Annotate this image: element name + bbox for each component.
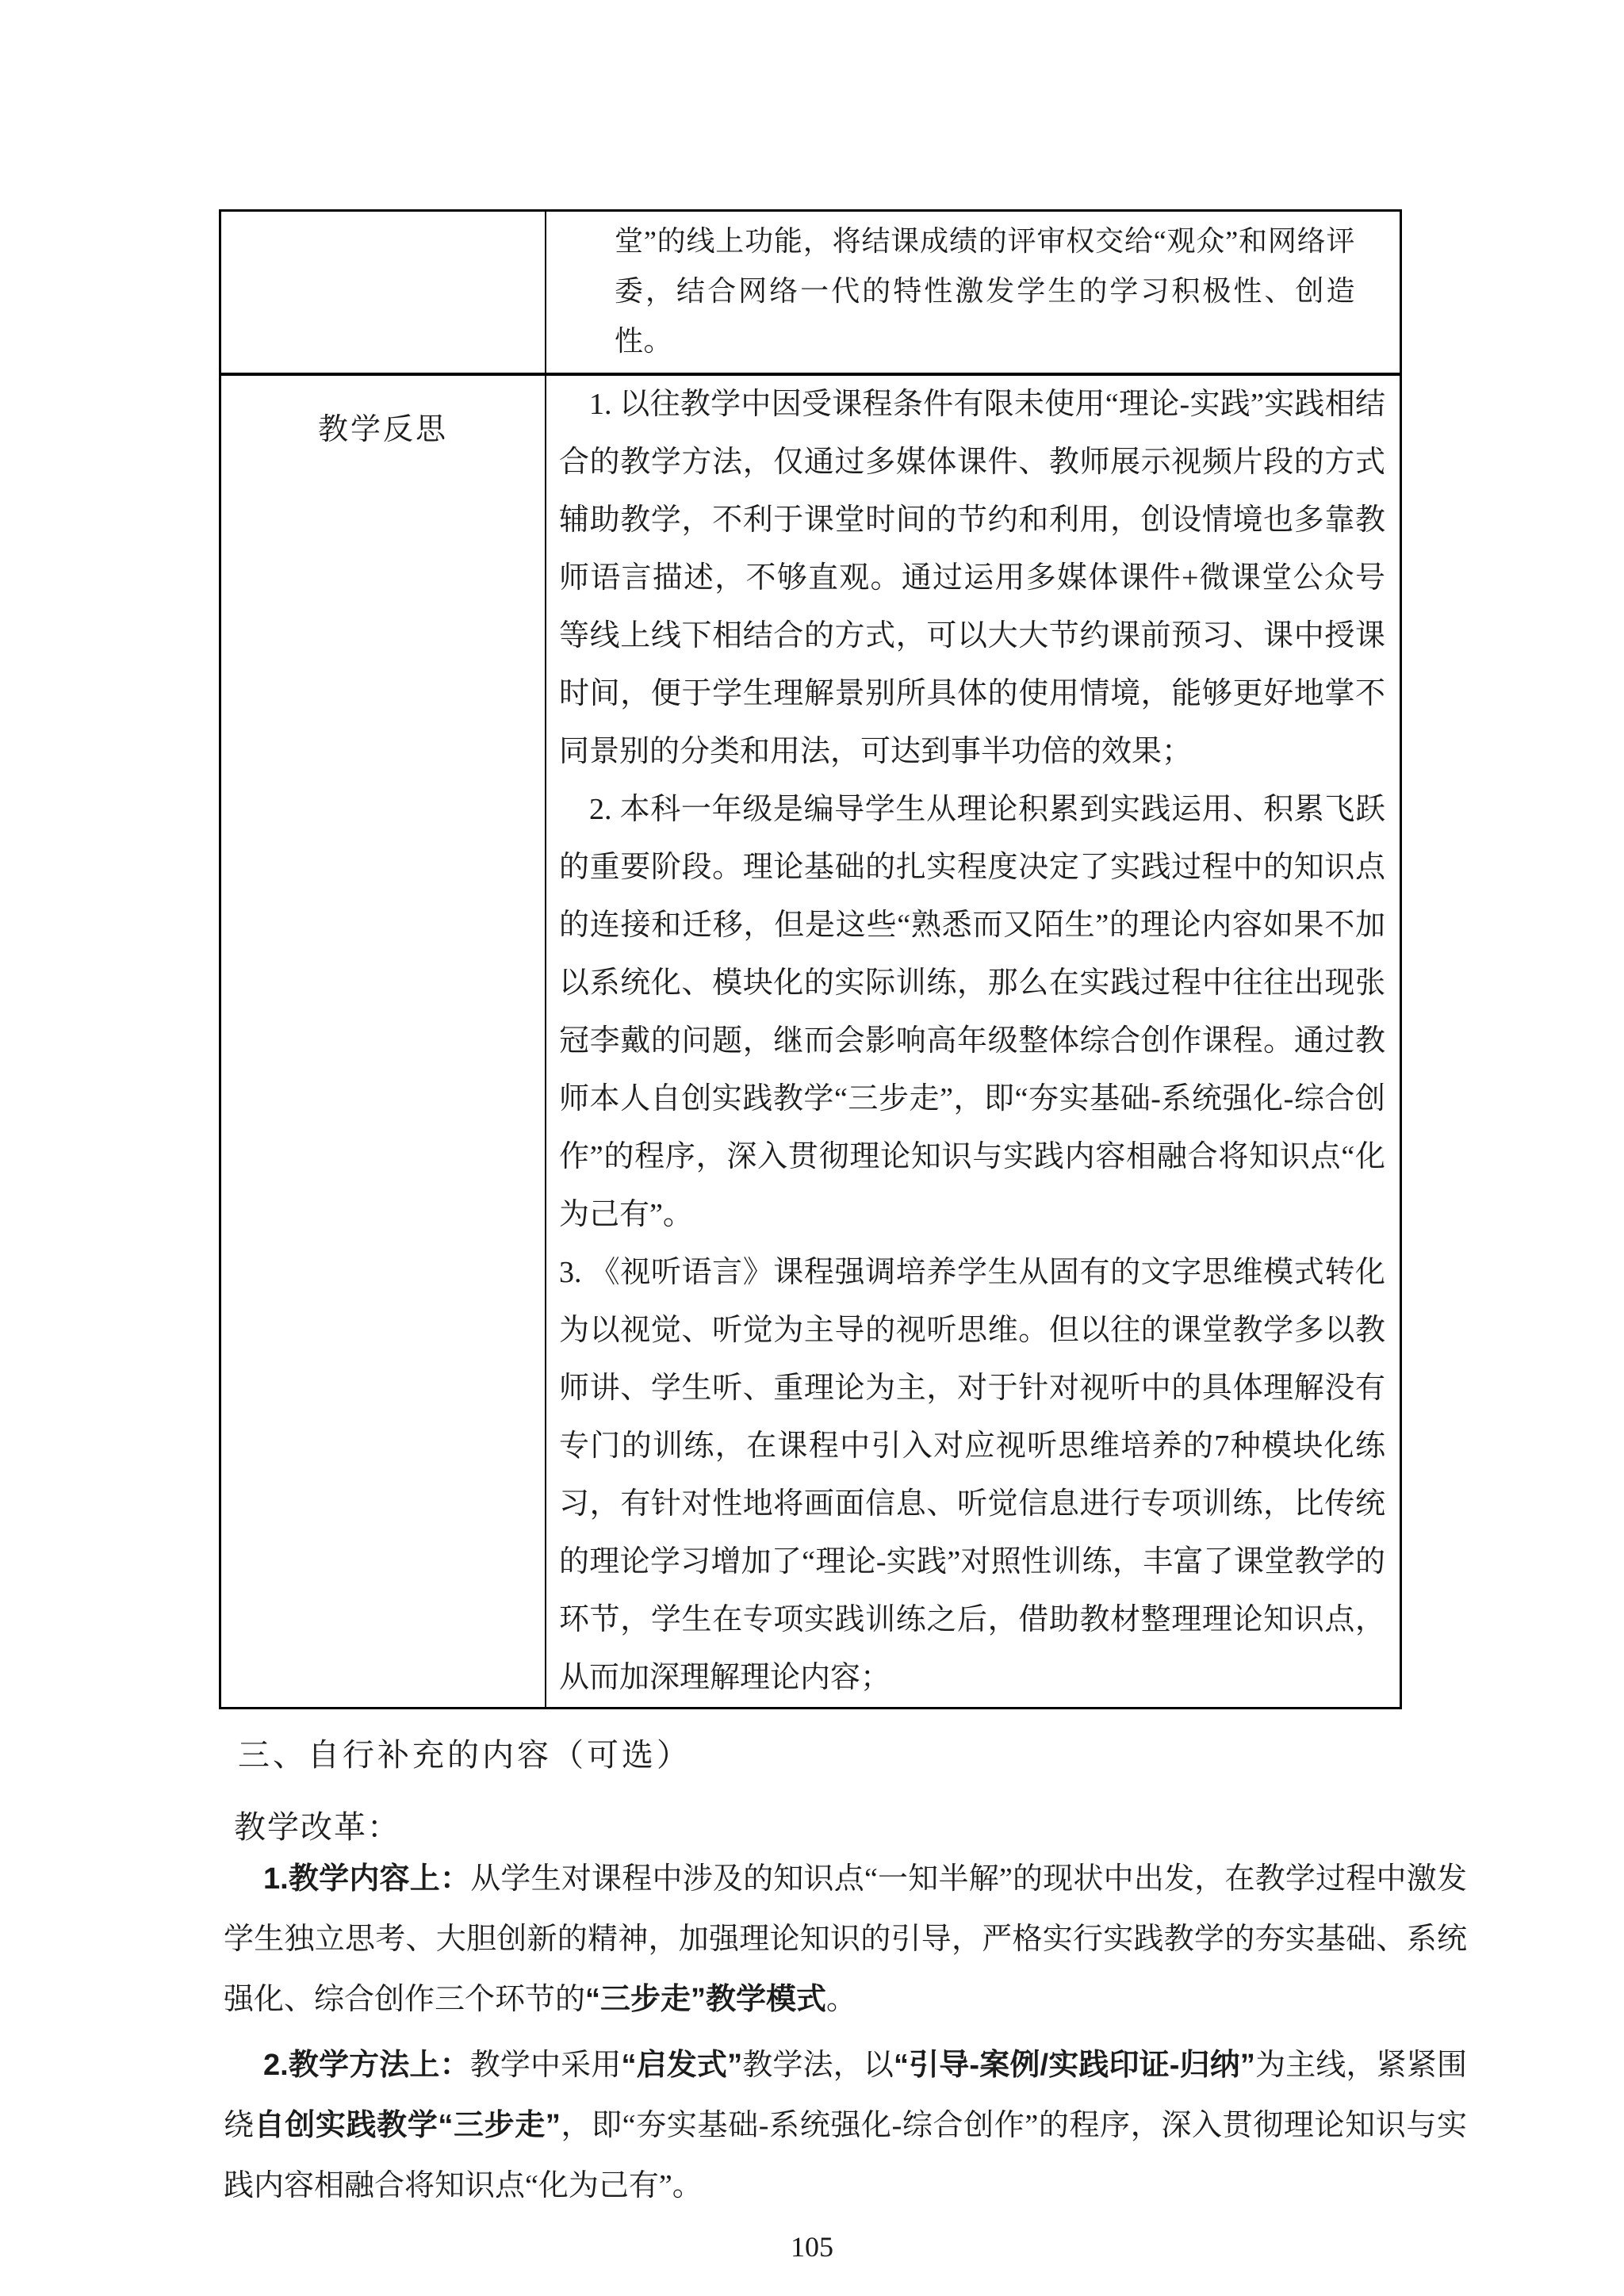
- lesson-plan-table: [219, 209, 1402, 1709]
- reflection-row-label: 教学反思: [317, 413, 448, 446]
- carryover-paragraph: 堂”的线上功能，将结课成绩的评审权交给“观众”和网络评委，结合网络一代的特性激发学生的学习积极性、创造性。: [615, 225, 1355, 357]
- table-reflection-row: [221, 376, 1400, 1707]
- reflection-label-cell: [221, 376, 546, 1707]
- page-number: 105: [791, 2231, 833, 2263]
- teaching-content-paragraph: 1.教学内容上：从学生对课程中涉及的知识点“一知半解”的现状中出发，在教学过程中激发学生独立思考、大胆创新的精神，加强理论知识的引导，严格实行实践教学的夯实基础、系统强化、综合创作三个环节的“三步走”教学模式。: [224, 1862, 1467, 2016]
- reflection-paragraph-1: 1. 以往教学中因受课程条件有限未使用“理论-实践”实践相结合的教学方法，仅通过多媒体课件、教师展示视频片段的方式辅助教学，不利于课堂时间的节约和利用，创设情境也多靠教师语言描述，不够直观。通过运用多媒体课件+微课堂公众号等线上线下相结合的方式，可以大大节约课前预习、课中授课时间，便于学生理解景别所具体的使用情境，能够更好地掌不同景别的分类和用法，可达到事半功倍的效果；: [559, 388, 1385, 768]
- reflection-content-cell: [546, 376, 1400, 1707]
- reflection-paragraph-2: 2. 本科一年级是编导学生从理论积累到实践运用、积累飞跃的重要阶段。理论基础的扎实程度决定了实践过程中的知识点的连接和迁移，但是这些“熟悉而又陌生”的理论内容如果不加以系统化、模块化的实际训练，那么在实践过程中往往出现张冠李戴的问题，继而会影响高年级整体综合创作课程。通过教师本人自创实践教学“三步走”，即“夯实基础-系统强化-综合创作”的程序，深入贯彻理论知识与实践内容相融合将知识点“化为己有”。: [559, 793, 1385, 1231]
- reflection-paragraph-3: 3. 《视听语言》课程强调培养学生从固有的文字思维模式转化为以视觉、听觉为主导的视听思维。但以往的课堂教学多以教师讲、学生听、重理论为主，对于针对视听中的具体理解没有专门的训练，在课程中引入对应视听思维培养的7种模块化练习，有针对性地将画面信息、听觉信息进行专项训练，比传统的理论学习增加了“理论-实践”对照性训练，丰富了课堂教学的环节，学生在专项实践训练之后，借助教材整理理论知识点，从而加深理解理论内容；: [559, 1256, 1385, 1694]
- teaching-method-paragraph: 2.教学方法上：教学中采用“启发式”教学法，以“引导-案例/实践印证-归纳”为主线，紧紧围绕自创实践教学“三步走”，即“夯实基础-系统强化-综合创作”的程序，深入贯彻理论知识与实践内容相融合将知识点“化为己有”。: [224, 2049, 1467, 2202]
- carryover-content-cell: [546, 212, 1400, 373]
- subsection-heading-teaching-reform: 教学改革：: [234, 1809, 400, 1845]
- carryover-label-cell-empty: [221, 212, 546, 373]
- table-carryover-row: [221, 212, 1400, 376]
- section-heading-self-supplement: 三、自行补充的内容（可选）: [238, 1737, 691, 1773]
